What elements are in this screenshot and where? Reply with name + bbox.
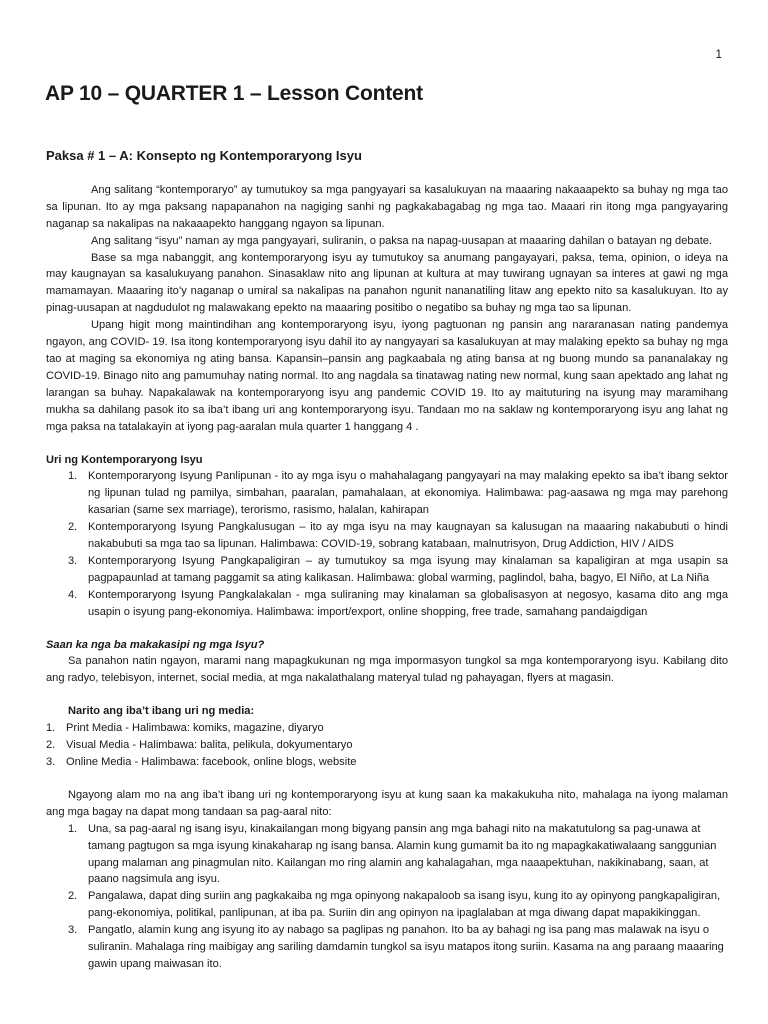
list-number: 1. <box>68 822 78 835</box>
list-number: 1. <box>68 470 78 483</box>
list-item-text: Kontemporaryong Isyung Pangkalakalan - mga suliraning may kinalaman sa globalisasyon at negosyo, kasama dito ang mga usapin o isyung pang-ekonomiya. Halimbawa: import/export, online shopping, free trade, samahang pandaigdigan <box>88 588 728 618</box>
list-item <box>46 519 728 553</box>
list-item-text: Kontemporaryong Isyung Pangkapaligiran – ay tumutukoy sa mga isyung may kinalaman sa kapaligiran at mga usapin sa pagpapaunlad at tamang paggamit sa ating kalikasan. Halimbawa: global warming, paglindol, baha, bagyo, El Niño, at La Niña <box>88 554 728 584</box>
intro-paragraph: Upang higit mong maintindihan ang kontemporaryong isyu, iyong pagtuonan ng pansin ang nararanasan nating pandemya ngayon, ang COVID- 19. Isa itong kontemporaryong isyu dahil ito ay nangyayari sa kasalukuyan at may malaking epekto sa buhay ng mga tao at maging sa ekonomiya ng ating bansa. Kapansin–pansin ang pagkaabala ng ating bansa at ng buong mundo sa pananalakay ng COVID-19. Binago nito ang pamumuhay nating normal. Ito ang nagdala sa tinatawag nating new normal, kung saan apektado ang lahat ng larangan sa buhay. Napakalawak na kontemporaryong isyu ang pandemic COVID 19. Ito ay maituturing na isyung may maramihang mukha sa dahilang pasok ito sa iba’t ibang uri ang kontemporaryong isyu. Tandaan mo na saklaw ng kontemporaryong isyu ang lahat ng mga paksa na tatalakayin at iyong pag-aaralan mula quarter 1 hanggang 4 . <box>46 319 728 433</box>
list-number: 2. <box>68 890 78 903</box>
list-item <box>46 737 728 754</box>
list-item-text: Kontemporaryong Isyung Panlipunan - ito ay mga isyu o mahahalagang pangyayari na may malaking epekto sa iba’t ibang sektor ng lipunan tulad ng pamilya, simbahan, paaralan, pamahalaan, at ekonomiya. Halimbawa: pag-aasawa ng mga may parehong kasarian (same sex marriage), terorismo, rasismo, halalan, kahirapan <box>88 470 728 517</box>
list-item <box>46 888 728 922</box>
sources-paragraph: Sa panahon natin ngayon, marami nang mapagkukunan ng mga impormasyon tungkol sa mga kontemporaryong isyu. Kabilang dito ang radyo, telebisyon, internet, social media, at mga nakalathalang materyal tulad ng pahayagan, flyers at magasin. <box>46 655 728 685</box>
list-number: 2. <box>46 739 56 752</box>
intro-paragraph: Ang salitang “isyu” naman ay mga pangyayari, suliranin, o paksa na napag-uusapan at maaaring dahilan o batayan ng debate. <box>91 234 713 247</box>
types-list <box>46 468 728 620</box>
list-item <box>46 922 728 973</box>
sources-heading: Saan ka nga ba makakasipi ng mga Isyu? <box>46 638 265 651</box>
lesson-content <box>46 148 728 973</box>
list-item-text: Visual Media - Halimbawa: balita, pelikula, dokyumentaryo <box>66 739 353 752</box>
list-item-text: Print Media - Halimbawa: komiks, magazine, diyaryo <box>66 722 324 735</box>
list-number: 3. <box>68 554 78 567</box>
list-item-text: Kontemporaryong Isyung Pangkalusugan – ito ay mga isyu na may kaugnayan sa kalusugan na maaaring nakabubuti o hindi nakabubuti sa mga tao sa lipunan. Halimbawa: COVID-19, sobrang katabaan, malnutrisyon, Drug Addiction, HIV / AIDS <box>88 521 728 551</box>
media-list <box>46 720 728 771</box>
media-heading: Narito ang iba’t ibang uri ng media: <box>68 705 255 718</box>
page-title: AP 10 – QUARTER 1 – Lesson Content <box>45 82 423 105</box>
list-item-text: Pangatlo, alamin kung ang isyung ito ay nabago sa paglipas ng panahon. Ito ba ay bahagi ng isa pang mas malawak na isyu o suliranin. Mahalaga ring maibigay ang sariling damdamin tungkol sa isyu matapos itong suriin. Kasama na ang paraang maaaring gawin upang maiwasan ito. <box>88 924 724 970</box>
closing-intro: Ngayong alam mo na ang iba’t ibang uri ng kontemporaryong isyu at kung saan ka makakukuha nito, mahalaga na iyong malaman ang mga bagay na dapat mong tandaan sa pag-aaral nito: <box>46 788 728 818</box>
list-number: 3. <box>68 924 78 937</box>
list-item-text: Una, sa pag-aaral ng isang isyu, kinakailangan mong bigyang pansin ang mga bahagi nito na makatutulong sa pag-unawa at tamang pagtugon sa mga isyung kinakaharap ng isang bansa. Alamin kung gumamit ba ito ng mapagkakatiwalaang sanggunian upang malaman ang pinagmulan nito. Kailangan mo ring alamin ang kahalagahan, mga naaapektuhan, nakikinabang, saan, at paano nagsimula ang isyu. <box>88 822 717 886</box>
list-item-text: Pangalawa, dapat ding suriin ang pagkakaiba ng mga opinyong nakapaloob sa isang isyu, kung ito ay opinyong pangkapaligiran, pang-ekonomiya, politikal, panlipunan, at iba pa. Suriin din ang opinyon na ipaglalaban at mga diwang dapat mapakikinggan. <box>88 890 721 920</box>
list-item <box>46 754 728 771</box>
page-number: 1 <box>715 47 722 61</box>
list-item <box>46 821 728 889</box>
list-number: 2. <box>68 521 78 534</box>
list-number: 3. <box>46 756 56 768</box>
topic-heading: Paksa # 1 – A: Konsepto ng Kontemporaryong Isyu <box>46 148 362 163</box>
list-number: 4. <box>68 588 78 601</box>
intro-paragraph: Ang salitang “kontemporaryo” ay tumutukoy sa mga pangyayari sa kasalukuyan na maaaring nakaaapekto sa buhay ng mga tao sa lipunan. Ito ay mga paksang napapanahon na nagiging sanhi ng pagkakabagabag ng mga tao. Maaari rin itong mga pangyayaring naganap sa nakalipas na nakaaapekto hanggang ngayon sa lipunan. <box>46 183 728 230</box>
intro-paragraph: Base sa mga nabanggit, ang kontemporaryong isyu ay tumutukoy sa anumang pangayayari, paksa, tema, opinion, o ideya na may kaugnayan sa kasalukuyang panahon. Sinasaklaw nito ang lipunan at kultura at may tuwirang ugnayan sa interes at gawi ng mga mamamayan. Maaaring ito’y naganap o umiral sa nakalipas na panahon ngunit nananatiling litaw ang epekto nito sa kasalukuyan. Ito ay pinag-uusapan at nagdudulot ng malawakang epekto na maaaring positibo o negatibo sa buhay ng mga tao sa lipunan. <box>46 251 728 315</box>
list-number: 1. <box>46 722 56 735</box>
list-item-text: Online Media - Halimbawa: facebook, online blogs, website <box>66 756 357 768</box>
list-item <box>46 720 728 737</box>
list-item <box>46 553 728 587</box>
steps-list <box>46 821 728 973</box>
types-heading: Uri ng Kontemporaryong Isyu <box>46 453 203 466</box>
list-item <box>46 587 728 621</box>
list-item <box>46 468 728 519</box>
